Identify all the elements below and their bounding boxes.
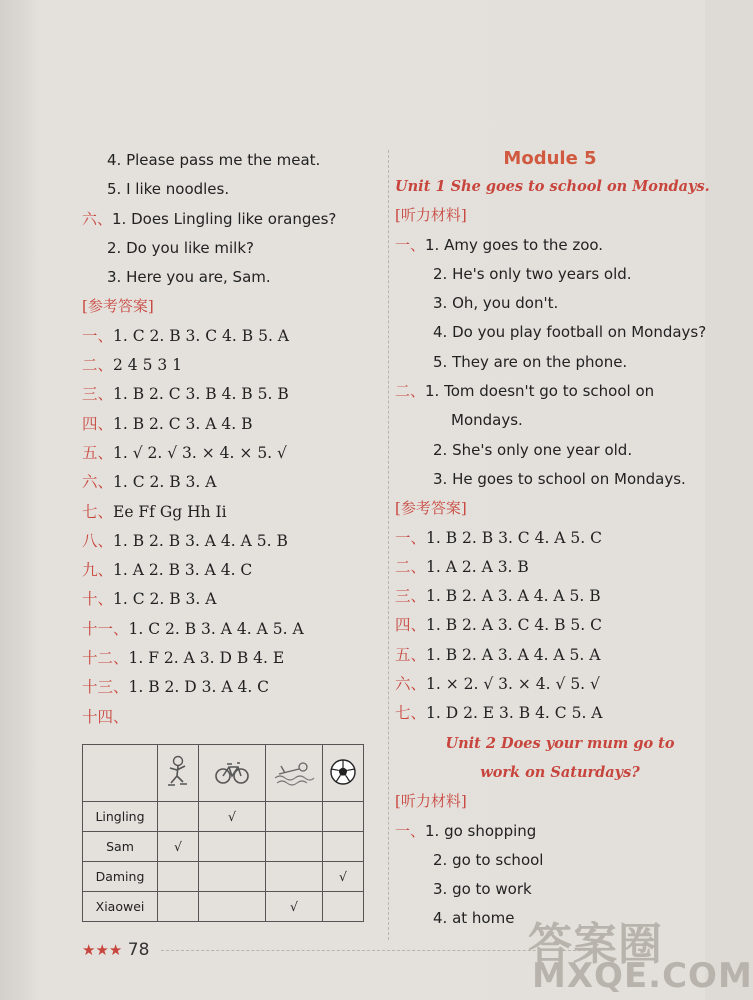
- answer-line: 八、1. B 2. B 3. A 4. A 5. B: [82, 531, 288, 550]
- table-row: [83, 862, 364, 892]
- student-name: Sam: [83, 832, 158, 862]
- listening-line: Mondays.: [451, 411, 523, 430]
- listening-header: [听力材料]: [395, 792, 467, 811]
- listening-line: 2. Do you like milk?: [107, 238, 254, 257]
- answer-line: 四、1. B 2. A 3. C 4. B 5. C: [395, 616, 602, 635]
- listening-line: 二、1. Tom doesn't go to school on: [395, 382, 655, 401]
- unit-title: Unit 1 She goes to school on Mondays.: [395, 178, 710, 195]
- answer-line: 五、1. B 2. A 3. A 4. A 5. A: [395, 645, 601, 664]
- listening-line: 2. She's only one year old.: [433, 440, 633, 459]
- answer-line: 一、1. B 2. B 3. C 4. A 5. C: [395, 528, 602, 547]
- answer-line: 五、1. √ 2. √ 3. × 4. × 5. √: [82, 443, 287, 462]
- module-title: Module 5: [503, 148, 597, 169]
- mark-cell: [266, 862, 323, 892]
- swimming-icon: [266, 745, 323, 802]
- listening-line: 一、1. Amy goes to the zoo.: [395, 235, 604, 254]
- answer-line: 三、1. B 2. C 3. B 4. B 5. B: [82, 385, 289, 404]
- listening-line: 2. go to school: [433, 850, 544, 869]
- bicycle-icon: [199, 745, 266, 802]
- listening-line: 六、1. Does Lingling like oranges?: [82, 209, 337, 228]
- mark-cell: [266, 802, 323, 832]
- mark-cell: [158, 802, 199, 832]
- answer-line: 六、1. × 2. √ 3. × 4. √ 5. √: [395, 675, 600, 694]
- listening-line: 5. They are on the phone.: [433, 352, 628, 371]
- watermark-url: MXQE.COM: [532, 956, 753, 996]
- mark-cell: [158, 862, 199, 892]
- listening-line: 5. I like noodles.: [107, 180, 230, 199]
- mark-cell: [199, 862, 266, 892]
- page-number: 78: [127, 940, 150, 960]
- mark-cell: [323, 832, 364, 862]
- answer-line: 六、1. C 2. B 3. A: [82, 473, 217, 492]
- page-footer: [82, 940, 601, 964]
- listening-line: 3. go to work: [433, 880, 532, 899]
- student-name: Xiaowei: [83, 892, 158, 922]
- mark-cell: √: [266, 892, 323, 922]
- answer-line: 十三、1. B 2. D 3. A 4. C: [82, 678, 270, 697]
- listening-line: 4. Do you play football on Mondays?: [433, 323, 707, 342]
- listening-line: 4. at home: [433, 909, 515, 928]
- unit-title-continued: work on Saturdays?: [480, 763, 640, 781]
- answer-line: 十四、: [82, 707, 129, 726]
- answer-line: 四、1. B 2. C 3. A 4. B: [82, 414, 253, 433]
- answer-line: 二、1. A 2. A 3. B: [395, 557, 529, 576]
- answer-line: 三、1. B 2. A 3. A 4. A 5. B: [395, 587, 601, 606]
- left-column: [82, 146, 382, 732]
- mark-cell: [323, 802, 364, 832]
- listening-line: 3. Here you are, Sam.: [107, 268, 271, 287]
- mark-cell: √: [199, 802, 266, 832]
- mark-cell: [158, 892, 199, 922]
- answer-line: 七、1. D 2. E 3. B 4. C 5. A: [395, 704, 603, 723]
- student-name: Daming: [83, 862, 158, 892]
- answer-line: 二、2 4 5 3 1: [82, 356, 183, 375]
- listening-header: [听力材料]: [395, 206, 467, 225]
- answer-line: 十一、1. C 2. B 3. A 4. A 5. A: [82, 619, 304, 638]
- answer-line: 一、1. C 2. B 3. C 4. B 5. A: [82, 326, 289, 345]
- mark-cell: [199, 892, 266, 922]
- answers-header: [参考答案]: [82, 297, 154, 316]
- answer-line: 七、Ee Ff Gg Hh Ii: [82, 502, 227, 521]
- table-row: [83, 892, 364, 922]
- football-icon: [323, 745, 364, 802]
- mark-cell: [266, 832, 323, 862]
- mark-cell: √: [158, 832, 199, 862]
- table-row: [83, 832, 364, 862]
- listening-line: 4. Please pass me the meat.: [107, 151, 321, 169]
- mark-cell: [199, 832, 266, 862]
- answer-line: 十、1. C 2. B 3. A: [82, 590, 217, 609]
- column-divider: [388, 150, 389, 940]
- table-corner-cell: [83, 745, 158, 802]
- student-name: Lingling: [83, 802, 158, 832]
- listening-line: 3. Oh, you don't.: [433, 294, 559, 313]
- listening-line: 一、1. go shopping: [395, 821, 537, 840]
- answer-line: 十二、1. F 2. A 3. D B 4. E: [82, 649, 285, 668]
- right-column: [395, 146, 710, 934]
- activity-table: [82, 744, 364, 922]
- table-row: [83, 802, 364, 832]
- listening-line: 2. He's only two years old.: [433, 264, 632, 283]
- mark-cell: √: [323, 862, 364, 892]
- skating-icon: [158, 745, 199, 802]
- watermark-logo: 答案圈: [528, 919, 663, 970]
- mark-cell: [323, 892, 364, 922]
- answers-header: [参考答案]: [395, 499, 467, 518]
- answer-line: 九、1. A 2. B 3. A 4. C: [82, 561, 253, 580]
- star-rating: ★★★: [82, 941, 123, 959]
- listening-line: 3. He goes to school on Mondays.: [433, 469, 686, 488]
- unit-title: Unit 2 Does your mum go to: [445, 734, 675, 752]
